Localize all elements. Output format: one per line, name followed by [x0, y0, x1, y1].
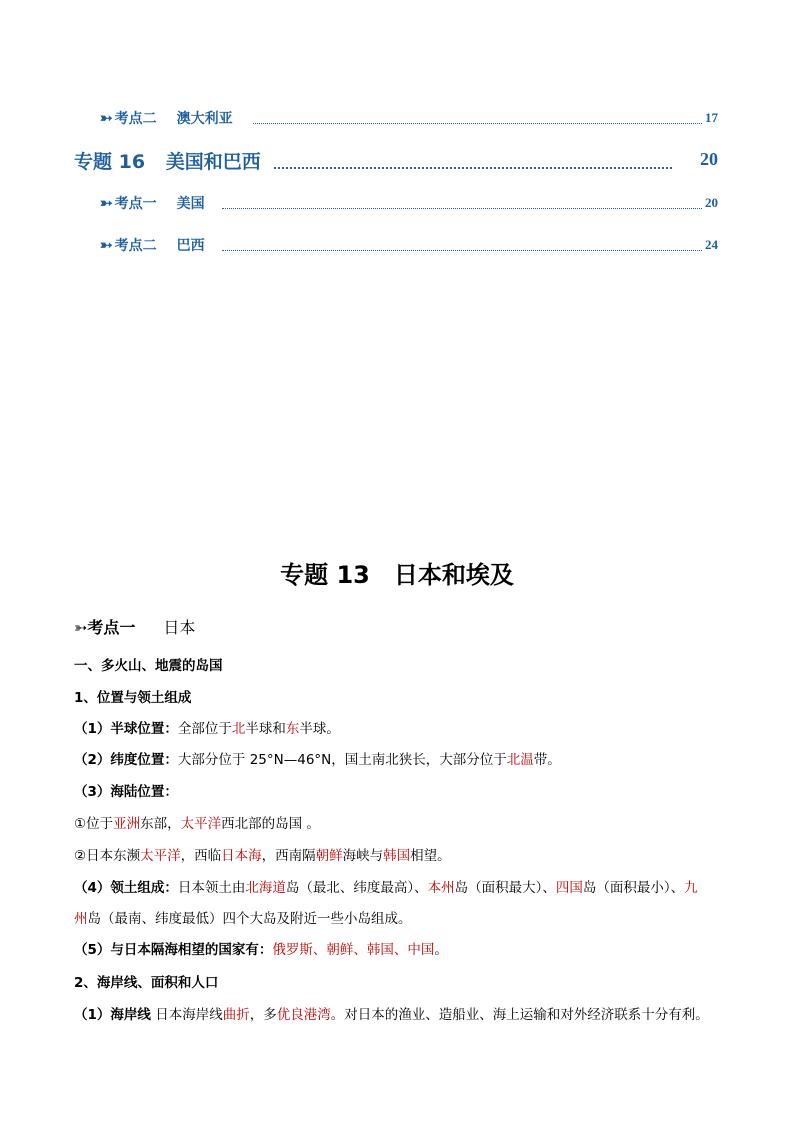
highlight: 北 — [231, 721, 246, 737]
toc-item-name: 美国 — [176, 196, 205, 212]
toc-leader-dots — [222, 249, 702, 251]
sub-heading: 1、位置与领土组成 — [74, 690, 192, 706]
text: 半球和 — [245, 721, 286, 737]
toc-item-label: 考点一 — [114, 196, 157, 212]
toc-main-page: 20 — [700, 149, 718, 169]
sub-heading: 2、海岸线、面积和人口 — [74, 975, 219, 991]
toc-main-name: 美国和巴西 — [165, 151, 261, 173]
text: 岛（最南、纬度最低）四个大岛及附近一些小岛组成。 — [87, 911, 412, 927]
paragraph-coastline — [74, 1003, 709, 1023]
text: ，西临 — [180, 848, 222, 864]
paragraph-neighbors — [74, 938, 448, 958]
kaodian-name: 日本 — [163, 618, 196, 637]
item-label: （1）半球位置： — [74, 721, 178, 737]
arrow-icon: ➳ — [100, 196, 113, 212]
paragraph-location-2 — [74, 844, 451, 864]
highlight: 太平洋 — [180, 816, 222, 832]
paragraph-territory-cont — [74, 907, 412, 927]
text: 东部， — [140, 816, 181, 832]
toc-item-page: 20 — [705, 195, 718, 210]
highlight: 优良港湾 — [276, 1007, 331, 1023]
toc-main-item-usa-brazil[interactable] — [74, 147, 261, 174]
page-title: 专题 13 日本和埃及 — [280, 561, 514, 589]
highlight: 曲折 — [222, 1007, 250, 1023]
text: 大部分位于 25°N—46°N，国土南北狭长，大部分位于 — [177, 752, 507, 768]
toc-main-label: 专题 16 — [74, 151, 146, 173]
text: 全部位于 — [177, 721, 232, 737]
paragraph-sea-land: （3）海陆位置： — [74, 784, 178, 800]
text: 带。 — [533, 752, 561, 768]
text: 岛（最北、纬度最高）、 — [285, 880, 428, 896]
item-label: （5）与日本隔海相望的国家有： — [74, 942, 273, 958]
toc-item-label: 考点二 — [114, 238, 157, 254]
item-label: （4）领土组成： — [74, 880, 178, 896]
kaodian-heading — [74, 615, 195, 638]
arrow-icon: ➳ — [100, 111, 113, 127]
item-label: （2）纬度位置： — [74, 752, 178, 768]
highlight: 北海道 — [245, 880, 286, 896]
text: 岛（面积最大）、 — [454, 880, 556, 896]
paragraph-location-1 — [74, 812, 320, 832]
toc-item-label: 考点二 — [114, 111, 157, 127]
toc-item-page: 17 — [705, 110, 718, 125]
toc-item-name: 巴西 — [176, 238, 205, 254]
highlight: 本州 — [427, 880, 455, 896]
kaodian-label: 考点一 — [87, 618, 136, 637]
highlight: 日本海 — [221, 848, 262, 864]
highlight: 太平洋 — [140, 848, 181, 864]
text: ，西南隔 — [261, 848, 316, 864]
text: 海峡与 — [342, 848, 384, 864]
text: 岛（面积最小）、 — [582, 880, 685, 896]
toc-item-page: 24 — [705, 237, 718, 252]
highlight: 朝鲜 — [315, 848, 343, 864]
highlight: 州 — [74, 911, 88, 927]
arrow-icon: ➳ — [74, 618, 88, 637]
highlight: 亚洲 — [113, 816, 141, 832]
text: ，多 — [249, 1007, 277, 1023]
text: 。 — [434, 942, 448, 958]
text: 西北部的岛国 。 — [221, 816, 320, 832]
paragraph-hemisphere — [74, 717, 340, 737]
item-label: （1）海岸线 — [74, 1007, 151, 1023]
highlight: 俄罗斯、朝鲜、韩国、中国 — [272, 942, 435, 958]
section-heading: 一、多火山、地震的岛国 — [74, 658, 223, 674]
highlight: 北温 — [506, 752, 534, 768]
text: ①位于 — [74, 816, 114, 832]
text: 相望。 — [410, 848, 451, 864]
toc-leader-dots — [274, 166, 672, 169]
toc-item-usa[interactable] — [100, 193, 205, 213]
highlight: 韩国 — [383, 848, 411, 864]
toc-item-name: 澳大利亚 — [176, 111, 233, 127]
toc-leader-dots — [222, 207, 702, 209]
paragraph-latitude — [74, 748, 561, 768]
toc-item-australia[interactable] — [100, 108, 233, 128]
highlight: 四国 — [555, 880, 583, 896]
toc-item-brazil[interactable] — [100, 235, 205, 255]
paragraph-territory — [74, 876, 698, 896]
text: 半球。 — [299, 721, 340, 737]
text: 日本领土由 — [177, 880, 246, 896]
highlight: 东 — [285, 721, 300, 737]
text: 日本海岸线 — [150, 1007, 223, 1023]
text: ②日本东濒 — [74, 848, 141, 864]
highlight: 九 — [684, 880, 698, 896]
toc-leader-dots — [253, 122, 702, 124]
text: 。对日本的渔业、造船业、海上运输和对外经济联系十分有利。 — [330, 1007, 709, 1023]
arrow-icon: ➳ — [100, 238, 113, 254]
